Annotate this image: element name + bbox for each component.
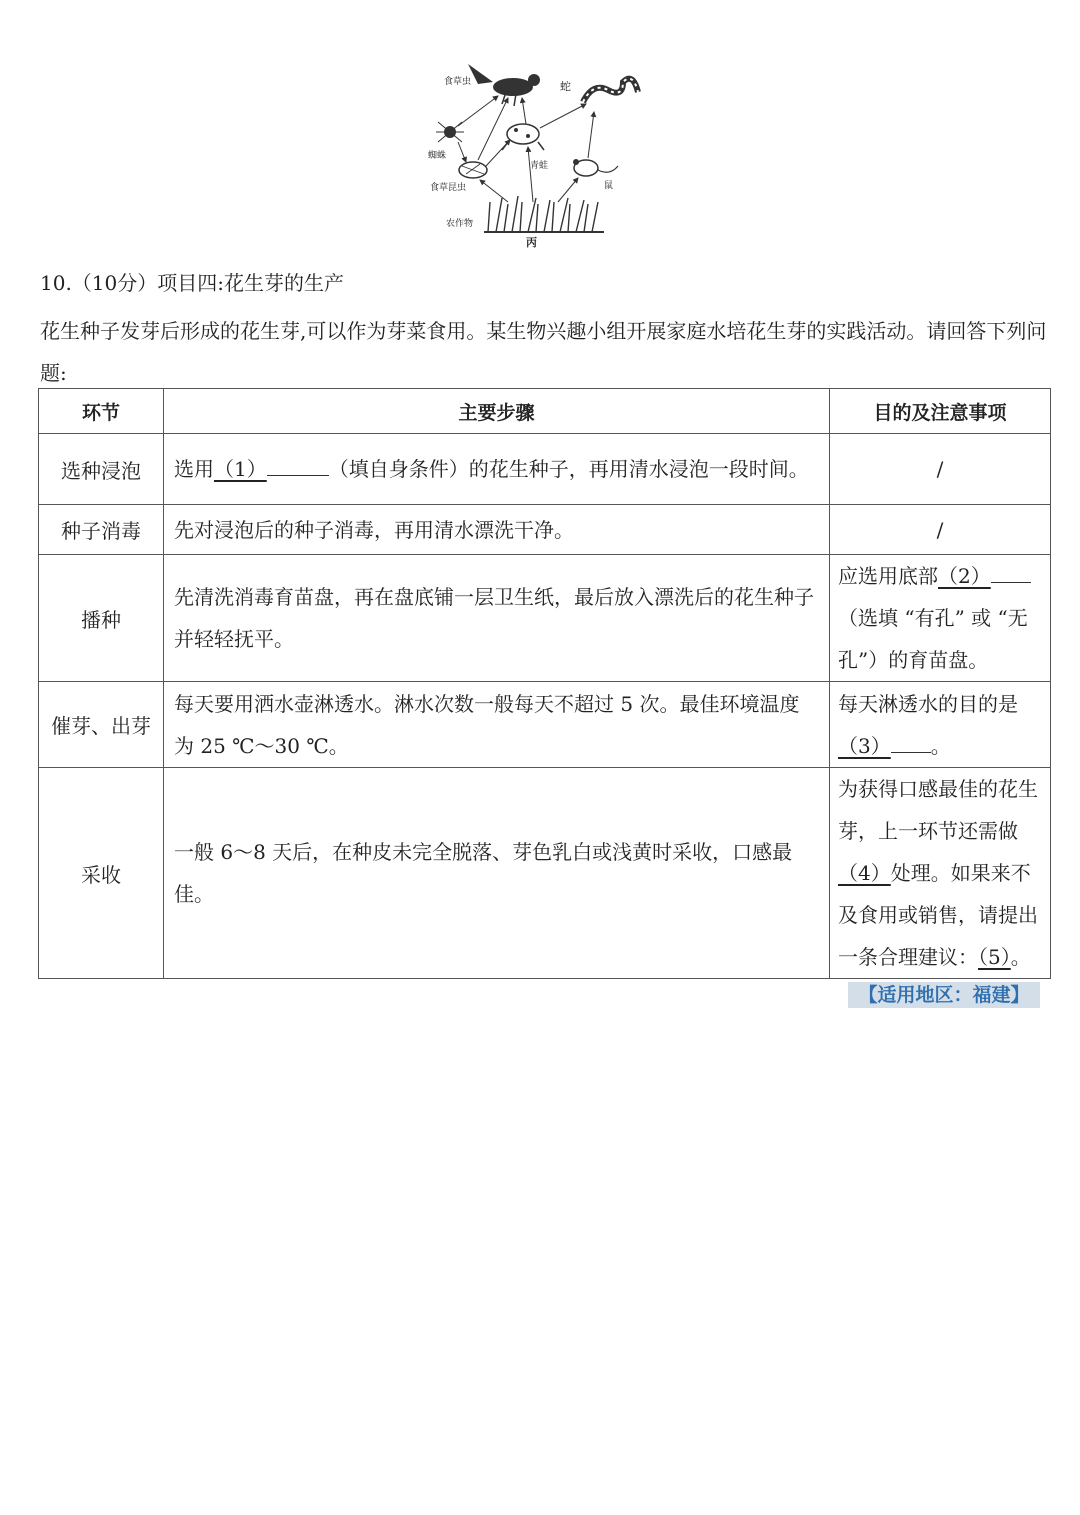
crop-icon bbox=[484, 196, 604, 232]
main-step-cell: 一般 6～8 天后，在种皮未完全脱落、芽色乳白或浅黄时采收，口感最佳。 bbox=[164, 768, 830, 979]
snake-icon bbox=[583, 79, 638, 102]
label-crop: 农作物 bbox=[446, 219, 474, 229]
stage-cell: 播种 bbox=[39, 555, 164, 682]
food-web-figure bbox=[418, 52, 648, 252]
note-text: 。 bbox=[930, 733, 951, 758]
header-notes: 目的及注意事项 bbox=[830, 389, 1051, 434]
label-frog: 青蛙 bbox=[530, 161, 549, 171]
steps-table bbox=[38, 388, 1051, 979]
answer-blank-4: （4） bbox=[838, 861, 891, 885]
table-row bbox=[39, 768, 1051, 979]
answer-blank-5: （5） bbox=[978, 945, 1011, 969]
label-spider: 蜘蛛 bbox=[428, 151, 447, 161]
main-step-cell bbox=[164, 434, 830, 505]
main-step-cell: 先对浸泡后的种子消毒，再用清水漂洗干净。 bbox=[164, 505, 830, 555]
label-snake: 蛇 bbox=[560, 80, 571, 93]
food-web-svg bbox=[418, 52, 648, 252]
step-text: 选用 bbox=[174, 457, 214, 481]
question-title: 10.（10分）项目四:花生芽的生产 bbox=[40, 271, 344, 295]
table-row bbox=[39, 505, 1051, 555]
note-cell: / bbox=[830, 434, 1051, 505]
note-text: 。 bbox=[1010, 945, 1031, 969]
note-text: 处理。如果来不及食用或销售，请提出一条合理建议： bbox=[838, 861, 1038, 969]
main-step-cell: 先清洗消毒育苗盘，再在盘底铺一层卫生纸，最后放入漂洗后的花生种子并轻轻抚平。 bbox=[164, 555, 830, 682]
table-row bbox=[39, 434, 1051, 505]
label-insect: 食草昆虫 bbox=[430, 183, 467, 193]
figure-caption: 丙 bbox=[526, 236, 537, 249]
note-cell: / bbox=[830, 505, 1051, 555]
question-intro: 花生种子发芽后形成的花生芽,可以作为芽菜食用。某生物兴趣小组开展家庭水培花生芽的实践活动。请回答下列问题: bbox=[40, 319, 1047, 385]
frog-icon bbox=[502, 124, 544, 150]
mouse-icon bbox=[573, 159, 618, 176]
note-text: 每天淋透水的目的是 bbox=[838, 691, 1018, 716]
label-bird: 食草虫 bbox=[444, 77, 472, 87]
stage-cell: 种子消毒 bbox=[39, 505, 164, 555]
food-web-arrows bbox=[458, 96, 594, 202]
note-text: 为获得口感最佳的花生芽，上一环节还需做 bbox=[838, 777, 1038, 843]
table-row bbox=[39, 682, 1051, 768]
step-text: （填自身条件）的花生种子，再用清水浸泡一段时间。 bbox=[328, 457, 809, 481]
header-main-steps: 主要步骤 bbox=[164, 389, 830, 434]
blank-number: （2） bbox=[938, 564, 991, 588]
blank-number: （1） bbox=[214, 457, 267, 481]
stage-cell: 催芽、出芽 bbox=[39, 682, 164, 768]
main-step-cell: 每天要用洒水壶淋透水。淋水次数一般每天不超过 5 次。最佳环境温度为 25 ℃～30 ℃。 bbox=[164, 682, 830, 768]
region-tag: 【适用地区：福建】 bbox=[848, 982, 1040, 1008]
answer-blank-3 bbox=[838, 734, 931, 758]
note-text: 应选用底部 bbox=[838, 564, 938, 588]
label-mouse: 鼠 bbox=[604, 181, 614, 191]
header-stage: 环节 bbox=[39, 389, 164, 434]
stage-cell: 采收 bbox=[39, 768, 164, 979]
note-cell bbox=[830, 682, 1051, 768]
blank-number: （3） bbox=[838, 733, 891, 758]
stage-cell: 选种浸泡 bbox=[39, 434, 164, 505]
answer-blank-2 bbox=[938, 564, 1031, 588]
bird-icon bbox=[468, 64, 540, 106]
note-text: （选填 “有孔” 或 “无孔”）的育苗盘。 bbox=[838, 606, 1028, 672]
answer-blank-1 bbox=[214, 457, 329, 481]
insect-icon bbox=[459, 162, 487, 178]
table-row bbox=[39, 555, 1051, 682]
note-cell bbox=[830, 768, 1051, 979]
note-cell bbox=[830, 555, 1051, 682]
table-header-row bbox=[39, 389, 1051, 434]
